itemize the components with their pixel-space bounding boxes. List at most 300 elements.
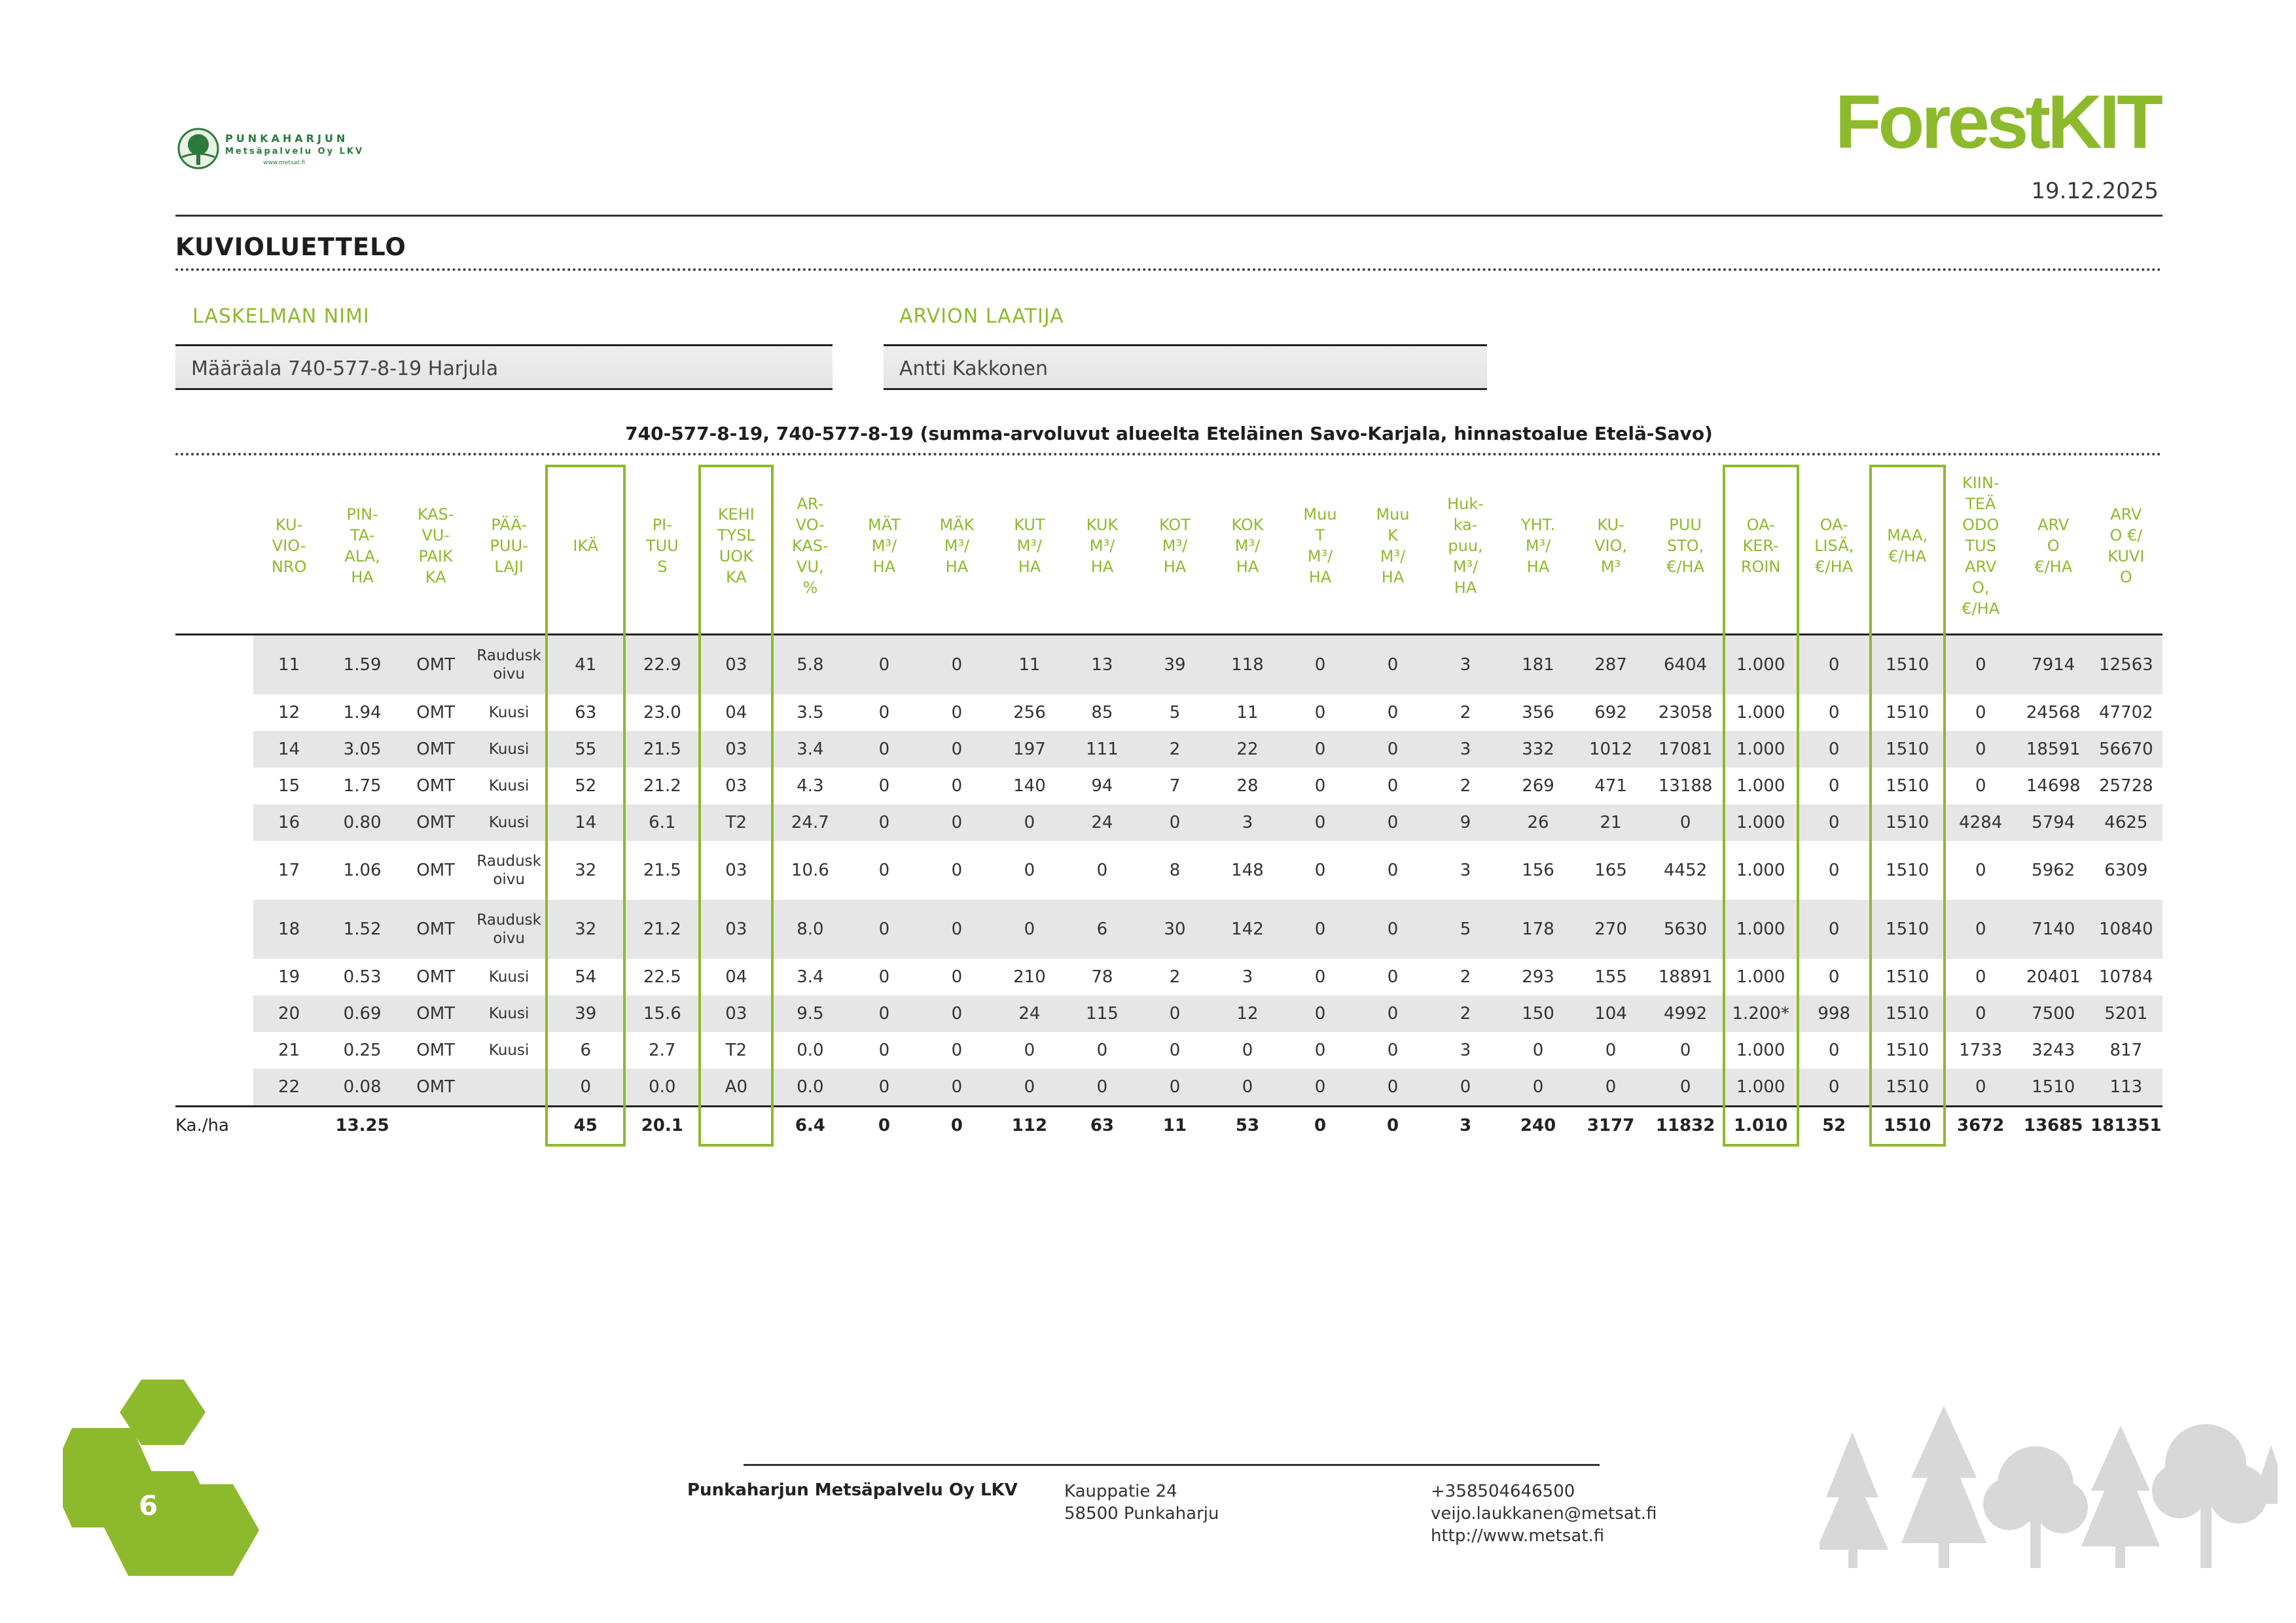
table-cell: 0 — [1211, 1069, 1283, 1107]
table-cell: 0 — [848, 804, 920, 841]
column-header: OA- KER- ROIN — [1740, 516, 1781, 576]
table-cell: 18 — [253, 900, 325, 959]
table-cell: 2 — [1460, 967, 1471, 987]
summary-label: Ka./ha — [175, 1107, 253, 1145]
table-cell: 113 — [2090, 1069, 2162, 1107]
table-cell: 3 — [1242, 967, 1253, 987]
table-cell: 0 — [1798, 635, 1871, 695]
table-cell: 0 — [1945, 731, 2017, 768]
footer-phone: +358504646500 — [1431, 1482, 1575, 1501]
table-cell: 6 — [1066, 900, 1138, 959]
table-cell: 210 — [1013, 967, 1046, 987]
table-cell: 0 — [1357, 635, 1429, 695]
page-number: 6 — [139, 1489, 158, 1522]
table-cell: 0 — [1798, 900, 1871, 959]
table-cell: 21.5 — [624, 731, 700, 768]
summary-cell: 1.010 — [1724, 1107, 1798, 1145]
table-cell: Kuusi — [488, 1042, 529, 1059]
summary-cell: 3 — [1429, 1107, 1502, 1145]
table-row — [175, 959, 2162, 995]
column-header: PUU STO, €/HA — [1666, 516, 1705, 576]
column-header: Muu T M³/ HA — [1303, 505, 1337, 586]
table-cell: 0 — [1945, 635, 2017, 695]
row-spacer — [175, 768, 253, 804]
table-cell: 1510 — [1871, 995, 1945, 1032]
table-cell: Kuusi — [488, 704, 529, 721]
table-cell: 12 — [278, 703, 300, 722]
table-cell: 0 — [951, 861, 963, 880]
table-cell: 0 — [920, 995, 993, 1032]
table-cell: 22 — [1211, 731, 1283, 768]
table-cell: 0 — [1242, 1041, 1253, 1060]
table-cell: 11 — [1236, 703, 1259, 722]
table-cell: 21 — [278, 1041, 300, 1060]
table-cell: 0 — [1945, 995, 2017, 1032]
table-cell: 0 — [951, 967, 963, 987]
table-title: 740-577-8-19, 740-577-8-19 (summa-arvoluvut alueelta Eteläinen Savo-Karjala, hinnastoalue Etelä-Savo) — [625, 423, 1713, 444]
table-cell: 4284 — [1945, 804, 2017, 841]
table-cell: 0 — [993, 900, 1066, 959]
table-cell: 17 — [278, 861, 300, 880]
table-cell: 14 — [547, 804, 624, 841]
table-cell: 04 — [725, 967, 747, 987]
table-cell: 85 — [1091, 703, 1113, 722]
table-cell: OMT — [400, 900, 471, 959]
table-cell: 21.5 — [643, 861, 681, 880]
table-cell: 1510 — [1886, 861, 1929, 880]
table-cell: 0 — [878, 1041, 890, 1060]
table-cell: 270 — [1575, 900, 1647, 959]
table-cell: 0.53 — [343, 967, 382, 987]
table-cell: 0.0 — [624, 1069, 700, 1107]
table-cell: 03 — [725, 776, 747, 796]
table-cell: 7 — [1169, 776, 1181, 796]
page-title: KUVIOLUETTELO — [175, 233, 406, 261]
table-cell: 0 — [1314, 1041, 1326, 1060]
table-cell: 03 — [700, 731, 772, 768]
table-cell: 0.0 — [797, 1041, 824, 1060]
table-cell: 6 — [580, 1041, 591, 1060]
table-cell: OMT — [400, 1069, 471, 1107]
table-cell: 7140 — [2017, 900, 2090, 959]
table-cell: 1510 — [1871, 1069, 1945, 1107]
table-cell: 0 — [1024, 861, 1035, 880]
table-cell: 0.25 — [343, 1041, 382, 1060]
table-cell: 20401 — [2026, 967, 2081, 987]
column-highlight — [1869, 465, 1946, 1147]
forest-illustration-icon — [1820, 1380, 2278, 1576]
table-cell: 1.06 — [343, 861, 382, 880]
header-divider — [175, 215, 2162, 217]
table-cell: 0 — [1798, 731, 1871, 768]
table-cell: 0 — [1357, 995, 1429, 1032]
table-cell: 4625 — [2090, 804, 2162, 841]
table-cell: 24.7 — [772, 804, 848, 841]
calc-name-label: LASKELMAN NIMI — [192, 305, 370, 328]
table-cell: 0.69 — [325, 995, 400, 1032]
table-cell — [471, 1069, 547, 1107]
table-cell: 8 — [1169, 861, 1181, 880]
table-cell: 0 — [1314, 776, 1326, 796]
summary-cell — [471, 1107, 547, 1145]
table-cell: 21.2 — [643, 776, 681, 796]
table-cell: 0 — [1828, 1041, 1840, 1060]
row-spacer — [175, 804, 253, 841]
column-header: ARV O €/ KUVI O — [2108, 505, 2145, 586]
table-cell: 0 — [1387, 861, 1399, 880]
summary-cell: 0 — [848, 1107, 920, 1145]
table-row — [175, 900, 2162, 959]
column-highlight — [698, 465, 774, 1147]
column-header: KOK M³/ HA — [1231, 516, 1264, 576]
summary-cell: 112 — [993, 1107, 1066, 1145]
table-cell: 3 — [1429, 635, 1502, 695]
table-cell: 24568 — [2026, 703, 2081, 722]
table-cell: Kuusi — [471, 731, 547, 768]
brand-logo: ForestKIT — [1835, 79, 2160, 164]
table-cell: 28 — [1236, 776, 1259, 796]
table-cell: Kuusi — [488, 777, 529, 794]
table-cell: 0 — [1975, 861, 1986, 880]
table-cell: A0 — [700, 1069, 772, 1107]
table-cell: 0 — [1357, 731, 1429, 768]
column-header — [175, 458, 253, 635]
column-header: PI- TUU S — [645, 516, 679, 576]
document-date: 19.12.2025 — [2031, 178, 2159, 204]
table-cell: 0 — [1283, 731, 1356, 768]
table-cell: 19 — [278, 967, 300, 987]
table-cell: 5201 — [2090, 995, 2162, 1032]
table-cell: Raudusk oivu — [471, 635, 547, 695]
table-cell: 9 — [1429, 804, 1502, 841]
table-cell: 0 — [1138, 804, 1211, 841]
summary-cell: 20.1 — [624, 1107, 700, 1145]
table-cell: 2 — [1169, 967, 1181, 987]
table-cell: 0 — [1357, 804, 1429, 841]
table-cell: 3.05 — [325, 731, 400, 768]
column-header: MÄT M³/ HA — [867, 516, 901, 576]
table-cell: 3.4 — [772, 731, 848, 768]
tree-globe-icon — [177, 127, 220, 170]
table-cell: 20 — [253, 995, 325, 1032]
column-highlight — [1723, 465, 1799, 1147]
table-cell: 0 — [848, 1069, 920, 1107]
summary-cell: 11832 — [1647, 1107, 1724, 1145]
column-header: MAA, €/HA — [1887, 526, 1928, 565]
table-cell: 1.59 — [325, 635, 400, 695]
table-cell: 0 — [848, 900, 920, 959]
table-cell: 23058 — [1658, 703, 1713, 722]
table-cell: 22 — [253, 1069, 325, 1107]
table-cell: OMT — [400, 995, 471, 1032]
footer-web: http://www.metsat.fi — [1431, 1526, 1605, 1546]
table-cell: 150 — [1502, 995, 1575, 1032]
table-cell: OMT — [400, 635, 471, 695]
table-cell: 24 — [993, 995, 1066, 1032]
column-header: KU- VIO, M³ — [1594, 516, 1628, 576]
column-header: KEHI TYSL UOK KA — [717, 505, 755, 586]
table-cell: 1.000 — [1724, 804, 1798, 841]
summary-row — [175, 1107, 2162, 1145]
summary-cell — [253, 1107, 325, 1145]
table-cell: 0 — [1283, 804, 1356, 841]
table-cell: 3.4 — [797, 967, 824, 987]
table-cell: 2 — [1460, 703, 1471, 722]
footer-email: veijo.laukkanen@metsat.fi — [1431, 1504, 1657, 1524]
table-cell: 0 — [1975, 703, 1986, 722]
table-cell: 1.000 — [1724, 900, 1798, 959]
table-cell: 30 — [1138, 900, 1211, 959]
table-cell: 5 — [1429, 900, 1502, 959]
column-header: AR- VO- KAS- VU, % — [792, 495, 829, 597]
table-cell: 52 — [575, 776, 597, 796]
table-cell: OMT — [400, 731, 471, 768]
table-cell: 0 — [1387, 1041, 1399, 1060]
table-cell: 1.94 — [343, 703, 382, 722]
table-cell: 142 — [1211, 900, 1283, 959]
table-cell: 0 — [1828, 967, 1840, 987]
table-cell: T2 — [700, 804, 772, 841]
table-cell: 11 — [253, 635, 325, 695]
table-cell: 0 — [1387, 703, 1399, 722]
table-cell: 0 — [1024, 1041, 1035, 1060]
table-cell: 0 — [951, 703, 963, 722]
table-cell: 287 — [1575, 635, 1647, 695]
table-row — [175, 1069, 2162, 1107]
table-cell: 0 — [1387, 967, 1399, 987]
author-field: Antti Kakkonen — [884, 344, 1487, 390]
table-cell: 18891 — [1658, 967, 1713, 987]
table-cell: 0 — [1314, 703, 1326, 722]
table-cell: 1.000 — [1724, 731, 1798, 768]
table-cell: 6.1 — [624, 804, 700, 841]
table-cell: 0 — [920, 804, 993, 841]
column-highlight — [545, 465, 626, 1147]
column-header: MÄK M³/ HA — [939, 516, 975, 576]
table-cell: OMT — [400, 804, 471, 841]
table-cell: 22.9 — [624, 635, 700, 695]
table-cell: 13 — [1066, 635, 1138, 695]
table-cell: 2 — [1138, 731, 1211, 768]
table-cell: 12 — [1211, 995, 1283, 1032]
hexagon-decoration-icon — [63, 1380, 279, 1582]
table-cell: 0 — [1679, 1041, 1691, 1060]
table-cell: 0 — [993, 804, 1066, 841]
column-header: YHT. M³/ HA — [1520, 516, 1556, 576]
table-cell: 16 — [253, 804, 325, 841]
table-cell: 817 — [2109, 1041, 2143, 1060]
table-cell: Kuusi — [471, 995, 547, 1032]
table-cell: 6404 — [1647, 635, 1724, 695]
table-cell: 23.0 — [643, 703, 681, 722]
table-cell: 0 — [1314, 861, 1326, 880]
table-cell: 13188 — [1658, 776, 1713, 796]
table-cell: OMT — [416, 776, 456, 796]
stand-table — [175, 458, 2162, 1144]
table-cell: 14 — [253, 731, 325, 768]
table-cell: 0 — [547, 1069, 624, 1107]
table-cell: 1510 — [1871, 804, 1945, 841]
table-cell: 0 — [1532, 1041, 1544, 1060]
kuvio-table — [175, 458, 2162, 1144]
table-cell: 0 — [848, 635, 920, 695]
column-header: Muu K M³/ HA — [1376, 505, 1410, 586]
table-cell: 3 — [1460, 1041, 1471, 1060]
table-cell: 0 — [1169, 1041, 1181, 1060]
table-cell: 155 — [1594, 967, 1627, 987]
table-cell: 0 — [1357, 900, 1429, 959]
author-label: ARVION LAATIJA — [899, 305, 1064, 328]
table-cell: 2.7 — [649, 1041, 676, 1060]
table-cell: 3 — [1211, 804, 1283, 841]
summary-cell — [400, 1107, 471, 1145]
table-cell: 55 — [547, 731, 624, 768]
column-header: PÄÄ- PUU- LAJI — [490, 516, 528, 576]
table-cell: 269 — [1522, 776, 1554, 796]
table-cell: 22.5 — [643, 967, 681, 987]
table-cell: 0 — [1647, 1069, 1724, 1107]
table-cell: 692 — [1594, 703, 1627, 722]
table-cell: 0 — [848, 731, 920, 768]
row-spacer — [175, 731, 253, 768]
table-cell: 15 — [278, 776, 300, 796]
table-cell: 3.5 — [797, 703, 824, 722]
table-cell: 0 — [1945, 900, 2017, 959]
table-cell: 1.000 — [1724, 635, 1798, 695]
summary-cell: 0 — [1283, 1107, 1356, 1145]
table-cell: 0 — [878, 967, 890, 987]
table-cell: 7500 — [2017, 995, 2090, 1032]
summary-cell: 45 — [547, 1107, 624, 1145]
table-cell: 21 — [1575, 804, 1647, 841]
table-cell: 0 — [920, 900, 993, 959]
table-cell: 0 — [1502, 1069, 1575, 1107]
table-cell: 15.6 — [624, 995, 700, 1032]
table-cell: 104 — [1575, 995, 1647, 1032]
table-cell: 0 — [1975, 776, 1986, 796]
table-cell: 0 — [1798, 804, 1871, 841]
summary-cell: 13685 — [2017, 1107, 2090, 1145]
footer-address — [1064, 1480, 1219, 1525]
table-cell: 115 — [1066, 995, 1138, 1032]
table-cell: 111 — [1066, 731, 1138, 768]
table-cell: 1510 — [1886, 703, 1929, 722]
table-cell: Raudusk oivu — [471, 900, 547, 959]
table-cell: 0 — [1138, 1069, 1211, 1107]
table-cell: 0 — [1605, 1041, 1617, 1060]
table-cell: 1.000 — [1736, 1041, 1785, 1060]
table-cell: 0.0 — [772, 1069, 848, 1107]
table-cell: 0 — [1066, 1069, 1138, 1107]
table-cell: 1510 — [1871, 731, 1945, 768]
table-cell: 148 — [1231, 861, 1264, 880]
table-cell: 0 — [920, 635, 993, 695]
summary-cell: 53 — [1211, 1107, 1283, 1145]
table-cell: 0 — [848, 995, 920, 1032]
table-cell: 0 — [1096, 1041, 1108, 1060]
table-cell: 0 — [1828, 776, 1840, 796]
row-spacer — [175, 959, 253, 995]
summary-cell: 3672 — [1945, 1107, 2017, 1145]
table-cell: 0 — [1283, 1069, 1356, 1107]
footer-city: 58500 Punkaharju — [1064, 1504, 1219, 1524]
row-spacer — [175, 841, 253, 900]
table-cell: 5.8 — [772, 635, 848, 695]
footer-street: Kauppatie 24 — [1064, 1482, 1177, 1501]
table-cell: 5630 — [1647, 900, 1724, 959]
table-cell: 32 — [575, 861, 597, 880]
table-cell: 7914 — [2017, 635, 2090, 695]
table-cell: 0 — [951, 776, 963, 796]
table-cell: 0 — [1283, 995, 1356, 1032]
table-cell: 1510 — [1871, 635, 1945, 695]
table-cell: 10784 — [2099, 967, 2153, 987]
table-cell: 3 — [1429, 731, 1502, 768]
table-cell: 10.6 — [791, 861, 829, 880]
summary-cell: 1510 — [1871, 1107, 1945, 1145]
table-cell: 0 — [1975, 967, 1986, 987]
table-cell: 1510 — [1871, 900, 1945, 959]
table-header-row — [175, 458, 2162, 635]
table-cell: 0 — [1387, 776, 1399, 796]
calc-name-field: Määräala 740-577-8-19 Harjula — [175, 344, 833, 390]
summary-cell: 181351 — [2090, 1107, 2162, 1145]
table-cell: 1.52 — [325, 900, 400, 959]
table-cell: 1.75 — [343, 776, 382, 796]
column-header: KAS- VU- PAIK KA — [417, 505, 454, 586]
table-cell: 998 — [1798, 995, 1871, 1032]
table-cell: 5794 — [2017, 804, 2090, 841]
table-cell: 1510 — [2017, 1069, 2090, 1107]
table-cell: 32 — [547, 900, 624, 959]
row-spacer — [175, 694, 253, 731]
table-cell: T2 — [725, 1041, 747, 1060]
table-cell: 0 — [993, 1069, 1066, 1107]
table-title-divider — [175, 453, 2162, 455]
table-cell: Kuusi — [471, 804, 547, 841]
table-cell: 03 — [700, 900, 772, 959]
table-cell: 1510 — [1886, 776, 1929, 796]
table-cell: 0 — [1314, 967, 1326, 987]
table-cell: 181 — [1502, 635, 1575, 695]
table-row — [175, 804, 2162, 841]
table-row — [175, 635, 2162, 695]
table-cell: 17081 — [1647, 731, 1724, 768]
title-divider — [175, 268, 2162, 271]
logo-subtitle: Metsäpalvelu Oy LKV — [225, 147, 365, 156]
column-header: KIIN- TEÄ ODO TUS ARV O, €/HA — [1962, 474, 2000, 618]
table-cell: 03 — [725, 861, 747, 880]
table-cell: OMT — [416, 703, 456, 722]
table-cell: 0 — [878, 776, 890, 796]
table-cell: 0 — [1798, 1069, 1871, 1107]
table-cell: 04 — [725, 703, 747, 722]
summary-cell: 6.4 — [772, 1107, 848, 1145]
table-cell: 1.000 — [1724, 1069, 1798, 1107]
table-cell: 03 — [700, 995, 772, 1032]
summary-cell: 11 — [1138, 1107, 1211, 1145]
row-spacer — [175, 900, 253, 959]
table-cell: 63 — [575, 703, 597, 722]
summary-cell: 0 — [1357, 1107, 1429, 1145]
column-header: KUT M³/ HA — [1014, 516, 1045, 576]
table-cell: OMT — [416, 1041, 456, 1060]
table-cell: 0 — [1647, 804, 1724, 841]
table-cell: 0 — [1283, 900, 1356, 959]
table-cell: 1.200* — [1724, 995, 1798, 1032]
logo-name: PUNKAHARJUN — [225, 132, 349, 145]
summary-cell: 3177 — [1575, 1107, 1647, 1145]
